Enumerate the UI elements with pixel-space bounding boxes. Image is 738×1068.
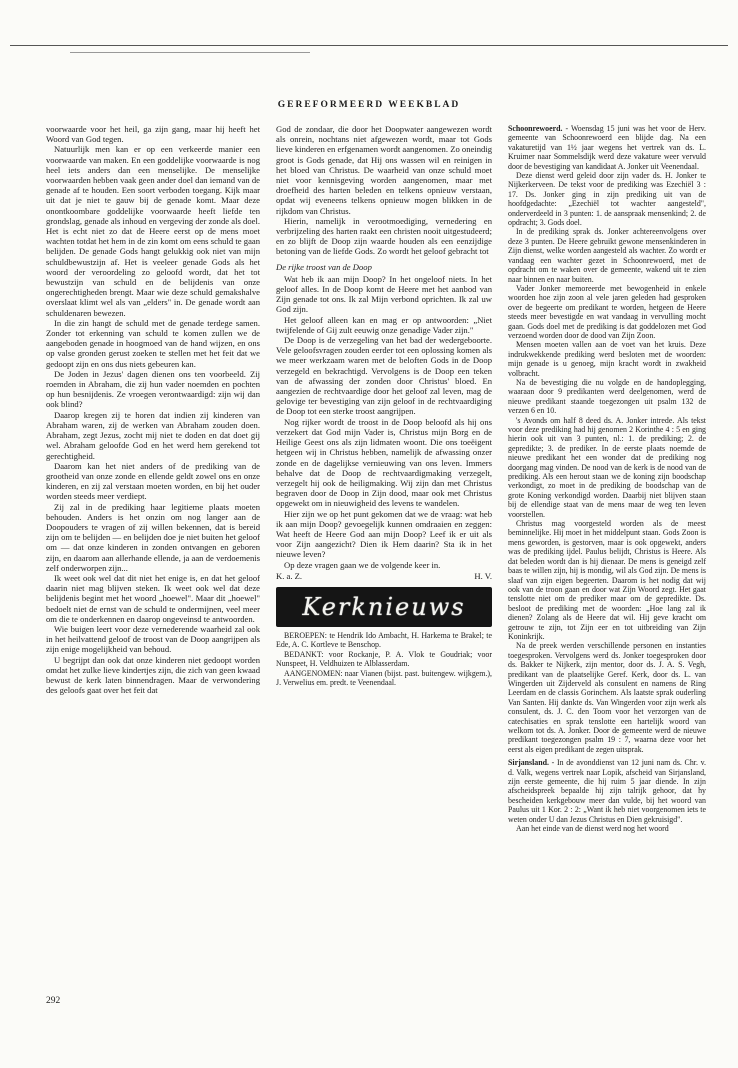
paragraph: Wie buigen leert voor deze vernederende waarheid zal ook in het heilvattend geloof de troost van de Doop aangrijpen als zijn enige mogelijkheid van behoud.: [46, 623, 260, 655]
paragraph: Hier zijn we op het punt gekomen dat we de vraag: wat heb ik aan mijn Doop? gevoegelijk kunnen omdraaien en zeggen: Wat heeft de Heere God aan mijn Doop? Leef ik er uit als voor Zijn aangezicht? Dien ik Hem daarin? Sta ik in het nieuwe leven?: [276, 508, 492, 560]
paragraph: Natuurlijk men kan er op een verkeerde manier een voorwaarde van maken. En een goddelijke voorwaarde is nog heel iets anders dan een menselijke. De menselijke voorwaarden hebben vaak geen ander doel dan iemand van de genade af te houden. Een soort verboden toegang. Kijk maar uit dat je niet te gauw bij de genade komt. Maar deze onontkoombare goddelijke voorwaarde heeft liefde ten grondslag, genade als inhoud en vergeving der zonde als doel. Het is echt niet zo dat de Heere eerst op de mens moet wachten totdat het hem in de zin komt om eens schuld te gaan belijden. De genade Gods hangt gelukkig ook niet van mijn schuldbewustzijn af. Het is veeleer genade Gods als het woord der veroordeling zo geloofd wordt, dat het tot bewustzijn van schuld en de belijdenis van onze ongerechtigheden brengt. Maar wie deze schuld gemakshalve overslaat klimt wel als van „elders" in. De genade wordt aan schuldenaren bewezen.: [46, 144, 260, 318]
paragraph: Zij zal in de prediking haar legitieme plaats moeten behouden. Anders is het onzin om nog langer aan de Doopouders te vragen of zij willen bekennen, dat is bereid zijn om te belijden — en belijden doe je niet buiten het geloof om — dat onze kinderen in zonden ontvangen en geboren zijn, en daarom aan allerhande ellende, ja aan de verdoemenis zelf onderworpen zijn...: [46, 501, 260, 573]
paragraph: Daarop kregen zij te horen dat indien zij kinderen van Abraham waren, zij de werken van Abraham zouden doen. Abraham, zegt Jezus, zocht mij niet te doden en dat doet gij wel. Abraham geloofde God en het werd hem gerekend tot gerechtigheid.: [46, 409, 260, 461]
news-text: - Woensdag 15 juni was het voor de Herv. gemeente van Schoonrewoerd een blijde dag. Na een vakaturetijd van 1½ jaar wegens het vertrek van ds. L. Kruimer naar Sommelsdijk werd deze vakature weer vervuld door de bevestiging van kandidaat A. Jonker uit Veenendaal.: [508, 124, 706, 171]
paragraph: Na de preek werden verschillende personen en instanties toegesproken. Vervolgens werd ds. Jonker toegesproken door ds. Bakker te Nijkerk, zijn mentor, door ds. J. A. S. Vegh, predikant van de plaatselijke Geref. Kerk, door ds. L. van Wingerden uit Zijderveld als consulent en namens de Ring Leerdam en de classis Gorinchem. Als laatste sprak ouderling Van Santen. Hij dankte ds. Van Wingerden voor zijn werk als consulent, ds. J. C. den Toom voor het verzorgen van de catechisaties en sprak tenslotte een hartelijk woord van welkom tot ds. A. Jonker. Door de gemeente werd de nieuwe predikant toegezongen psalm 19 : 7, waarna deze voor het eerst als eigen predikant de zegen uitsprak.: [508, 641, 706, 754]
paragraph: Op deze vragen gaan we de volgende keer in.: [284, 559, 441, 570]
paragraph: Deze dienst werd geleid door zijn vader ds. H. Jonker te Nijkerkerveen. De tekst voor de prediking was Ezechiël 3 : 17. Ds. Jonker ging in zijn prediking uit van de hoofdgedachte: „Ezechiël tot wachter aangesteld", onderverdeeld in 3 punten: 1. de aanspraak mensenkind; 2. de opdracht; 3. Gods doel.: [508, 171, 706, 228]
news-text: - In de avonddienst van 12 juni nam ds. Chr. v. d. Valk, wegens vertrek naar Lopik, afscheid van Sirjansland, zijn eerste gemeente, die hij ruim 5 jaar diende. In zijn afscheidspreek bepaalde hij zijn talrijk gehoor, dat hy bescheiden kerkgebouw meer dan vulde, bij het woord van Paulus uit 1 Kor. 2 : 2: „Want ik heb niet voorgenomen iets te weten onder U dan Jezus Christus en Dien gekruisigd".: [508, 758, 706, 824]
logo-text: Kerknieuws: [302, 592, 466, 621]
paragraph: Hierin, namelijk in verootmoediging, vernedering en verbrijzeling des harten raakt een christen nooit uitgestudeerd; en zo blijft de Doop zijn waarde houden als een eenzijdige betoning van de liefde Gods. Zo wordt het geloof gebracht tot: [276, 215, 492, 257]
place-name: Sirjansland.: [508, 758, 550, 768]
page-number: 292: [46, 996, 61, 1006]
paragraph: God de zondaar, die door het Doopwater aangewezen wordt als onrein, nochtans niet afgewezen wordt, maar tot Gods lieve kinderen en erfgenamen wordt aangenomen. Zo oneindig groot is Gods genade, dat Hij ons wassen wil en reinigen in het bloed van Christus. De waarheid van onze schuld moet niet voor kennisgeving worden aangenomen, maar met droefheid des harten beleden en telkens opnieuw verstaan, opdat wij eveneens telkens opnieuw mogen blikken in de rijkdom van Christus.: [276, 124, 492, 216]
column-1: [46, 124, 260, 695]
paragraph: Vader Jonker memoreerde met bewogenheid in enkele woorden hoe zijn zoon al vele jaren geleden had gesproken over de begeerte om predikant te worden, hetgeen de Heere steeds meer bevestigde en wat vandaag in vervulling mocht gaan. Gods doel met de prediking is dat goddelozen met God verzoend worden door de dood van Zijn Zoon.: [508, 283, 706, 340]
paragraph: Mensen moeten vallen aan de voet van het kruis. Deze indrukwekkende prediking werd besloten met de woorden: mijn genade is u genoeg, mijn kracht wordt in zwakheid volbracht.: [508, 340, 706, 378]
place-name: Schoonrewoerd.: [508, 124, 563, 133]
kerknieuws-logo: [276, 587, 492, 627]
signoff: [276, 571, 492, 581]
column-3: [508, 124, 706, 833]
paragraph: Christus mag voorgesteld worden als de meest beminnelijke. Hij moet in het middelpunt staan. Gods Zoon is mens geworden, is gestorven, maar is ook opgewekt, anders was de prediking ijdel. Paulus belijdt, Christus is Heere. Als dat beleden wordt dan is hij dienaar. De mens is geneigd zelf baas te willen zijn, hij is mondig, wil als God zijn. De mens is slaaf van zijn eigen begeerten. Daarom is het nodig dat wij ook van de troon gaan en door wat Zijn Woord zegt. Het gaat tenslotte niet om de prediker maar om de gepredikte. Ds. besloot de prediking met de woorden: „Hoe lang zal ik dienen? Zolang als de Heere dat wil. Hij geve kracht om getrouw te zijn, tot Zijn eer en tot uitbreiding van Zijn Koninkrijk.: [508, 519, 706, 641]
paragraph: In die zin hangt de schuld met de genade terdege samen. Zonder tot erkenning van schuld te komen zullen we de aangeboden genade in hoogmoed van de hand wijzen, en ons op valse gronden gerust zoeken te stellen met het feit dat we gedoopt zijn en ons dus niets gebeuren kan.: [46, 317, 260, 369]
paragraph: Daarom kan het niet anders of de prediking van de grootheid van onze zonde en ellende geldt zowel ons en onze kinderen, en zij zal verstaan moeten worden, en bij het ouder worden steeds meer verdiept.: [46, 460, 260, 502]
paragraph: Ik weet ook wel dat dit niet het enige is, en dat het geloof daarin niet mag blijven steken. Ik weet ook wel dat deze belijdenis begint met het woord „hoewel". Maar dit „hoewel" bedoelt niet de ernst van de schuld te ondermijnen, veel meer om die te onderkennen en daarop ongeveinsd te antwoorden.: [46, 572, 260, 624]
paragraph: De Joden in Jezus' dagen dienen ons ten voorbeeld. Zij roemden in Abraham, die zij hun vader noemden en pochten op hun besnijdenis. Ze vroegen verontwaardigd: zijn wij dan ook blind?: [46, 368, 260, 410]
paragraph: Na de bevestiging die nu volgde en de handoplegging, waaraan door 9 predikanten werd deelgenomen, werd de nieuwe predikant staande toegezongen uit psalm 132 de verzen 6 en 10.: [508, 377, 706, 416]
top-rule-short: [70, 52, 310, 53]
column-2: [276, 124, 492, 687]
news-item: [508, 758, 706, 824]
beroepen-text: BEROEPEN: te Hendrik Ido Ambacht, H. Harkema te Brakel; te Ede, A. C. Kortleve te Benschop.: [276, 630, 492, 650]
bedankt-text: BEDANKT: voor Rockanje, P. A. Vlok te Goudriak; voor Nunspeet, H. Veldhuizen te Alblasserdam.: [276, 649, 492, 669]
news-item: [508, 124, 706, 171]
paragraph: Wat heb ik aan mijn Doop? In het ongeloof niets. In het geloof alles. In de Doop komt de Heere met het aanbod van Zijn genade tot ons. Ik zal Mijn verbond oprichten. Ik zal uw God zijn.: [276, 273, 492, 315]
top-rule: [10, 45, 728, 46]
paragraph: Aan het einde van de dienst werd nog het woord: [516, 824, 669, 834]
signoff-place: K. a. Z.: [276, 570, 303, 581]
signoff-initials: H. V.: [474, 570, 492, 581]
paragraph: U begrijpt dan ook dat onze kinderen niet gedoopt worden omdat het zulke lieve kindertjes zijn, die zich van geen kwaad bewust de kerk laten binnendragen. Maar de verwondering des geloofs gaat over het feit dat: [46, 654, 260, 696]
masthead: GEREFORMEERD WEEKBLAD: [277, 100, 461, 110]
paragraph: voorwaarde voor het heil, ga zijn gang, maar hij heeft het Woord van God tegen.: [46, 124, 260, 145]
paragraph: In de prediking sprak ds. Jonker achtereenvolgens over deze 3 punten. De Heere gebruikt gewone mensenkinderen in Zijn dienst, welke worden aangesteld als wachter. Zo wordt er vandaag een wachter gezet in Schoonrewoerd, met de opdracht om te waken over de gemeente, wakend uit te zien naar binnen en naar buiten.: [508, 227, 706, 284]
section-heading: De rijke troost van de Doop: [276, 261, 372, 272]
paragraph: De Doop is de verzegeling van het bad der wedergeboorte. Vele geloofsvragen zouden eerder tot een oplossing komen als we meer werkzaam waren met de beloften Gods in de Doop verzegeld en bekrachtigd. Vervolgens is de Doop een teken van de afwassing der zonden door Christus' bloed. En aangezien de rechtvaardige door het geloof zal leven, mag de gelovige ter bevestiging van zijn geloof in de rechtvaardiging de Doop tot een sterke troost aangrijpen.: [276, 335, 492, 417]
paragraph: Het geloof alleen kan en mag er op antwoorden: „Niet twijfelende of Gij zult eeuwig onze genadige Vader zijn.": [276, 314, 492, 335]
aangenomen-text: AANGENOMEN: naar Vianen (bijst. past. buitengew. wijkgem.), J. Verwelius em. predt. te Veenendaal.: [276, 668, 492, 687]
paragraph: Nog rijker wordt de troost in de Doop beloofd als hij ons verzekert dat God mijn Vader is, Christus mijn Borg en de Heilige Geest ons als zijn lidmaten woont. Die ons toeëigent hetgeen wij in Christus hebben, namelijk de afwassing onzer zonde en de dagelijkse vernieuwing van ons leven. Immers behalve dat de Doop de rechtvaardigmaking verzegelt, verzegelt hij ook de heiligmaking. Wij zijn dan met Christus begraven door de Doop in Zijn dood, maar ook met Christus opgewekt om in nieuwigheid des levens te wandelen.: [276, 416, 492, 509]
paragraph: 's Avonds om half 8 deed ds. A. Jonker intrede. Als tekst voor deze prediking had hij genomen 2 Korinthe 4 : 5 en ging hierin ook uit van 3 punten, nl.: 1. de prediking; 2. de gepredikte; 3. de prediker. In de eerste plaats noemde de nieuwe predikant het een wonder dat de prediking nog doorgang mag vinden. De nood van de kerk is de nood van de prediking. Als een herout staan we de koning zijn boodschap verkondigt, zo moet in de prediking de boodschap van de grote Koning verkondigd worden. Daarbij niet blijven staan bij de ellendige staat van de mens maar de weg ten leven voorstellen.: [508, 415, 706, 519]
